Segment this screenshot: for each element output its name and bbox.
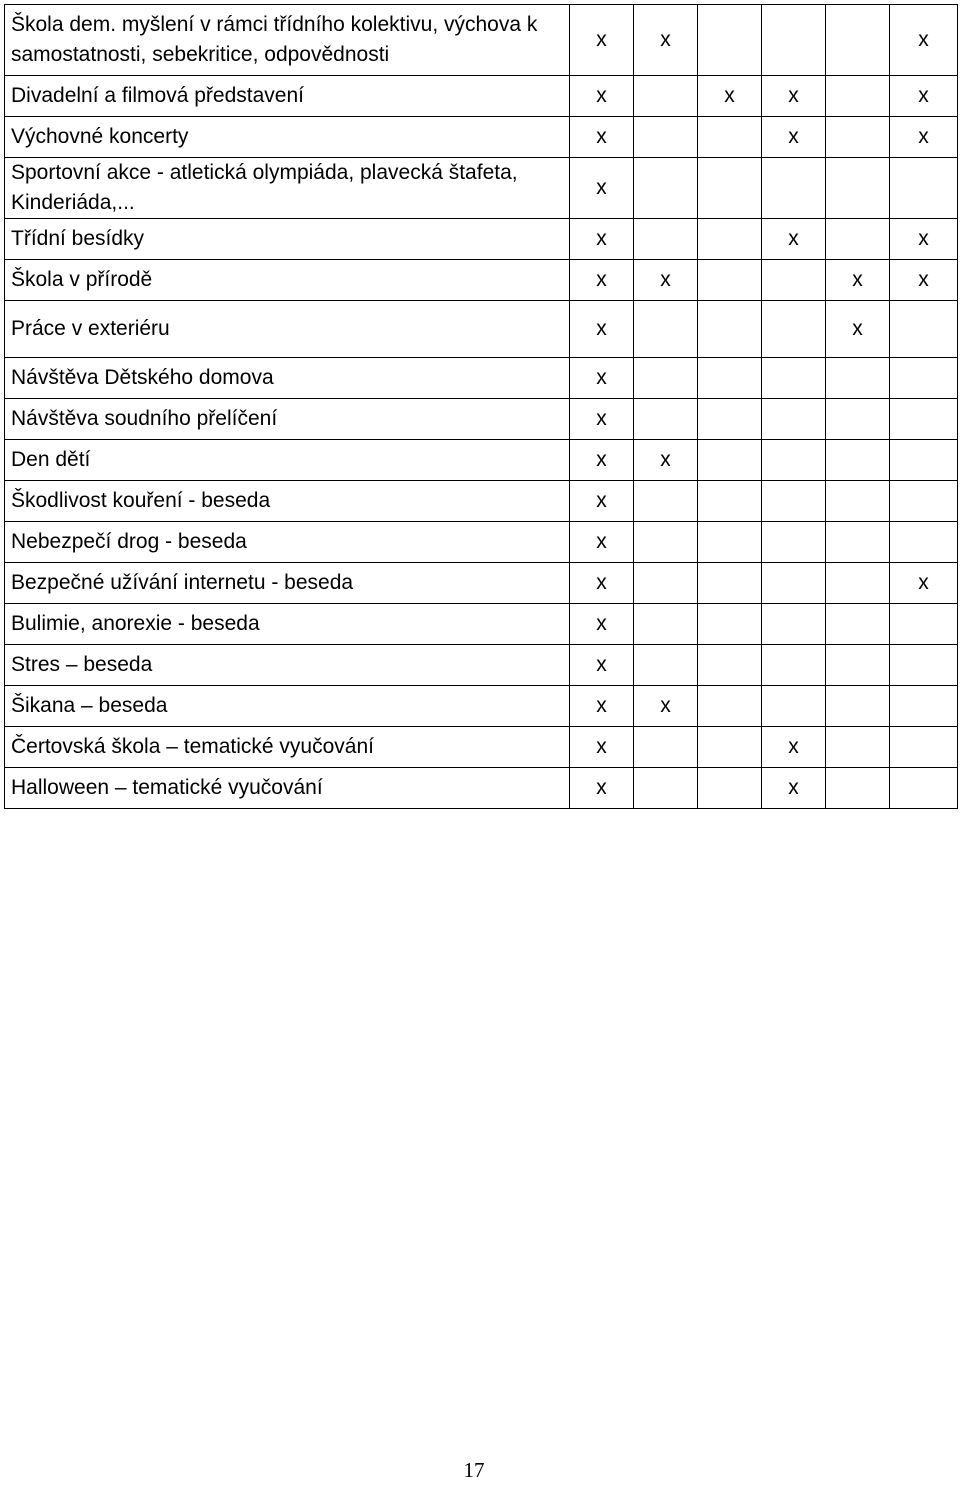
page-number: 17 xyxy=(463,1458,485,1482)
activity-label: Divadelní a filmová představení xyxy=(5,76,570,117)
activity-label: Bezpečné užívání internetu - beseda xyxy=(5,563,570,604)
mark-cell xyxy=(634,358,698,399)
mark-cell xyxy=(762,522,826,563)
table-row xyxy=(5,604,958,645)
table-row xyxy=(5,522,958,563)
mark-cell: x xyxy=(634,260,698,301)
mark-cell: x xyxy=(890,563,958,604)
table-row xyxy=(5,563,958,604)
mark-cell xyxy=(826,158,890,219)
table-row xyxy=(5,117,958,158)
mark-cell: x xyxy=(570,5,634,76)
activity-label: Nebezpečí drog - beseda xyxy=(5,522,570,563)
mark-cell: x xyxy=(762,768,826,809)
table-row xyxy=(5,399,958,440)
mark-cell xyxy=(762,481,826,522)
mark-cell xyxy=(826,219,890,260)
mark-cell xyxy=(698,727,762,768)
mark-cell xyxy=(890,158,958,219)
mark-cell xyxy=(698,686,762,727)
mark-cell xyxy=(698,604,762,645)
table-row xyxy=(5,727,958,768)
mark-cell: x xyxy=(570,219,634,260)
mark-cell xyxy=(762,358,826,399)
activity-label: Bulimie, anorexie - beseda xyxy=(5,604,570,645)
mark-cell: x xyxy=(762,117,826,158)
table-row xyxy=(5,645,958,686)
mark-cell xyxy=(826,686,890,727)
mark-cell: x xyxy=(890,76,958,117)
table-row xyxy=(5,76,958,117)
mark-cell: x xyxy=(570,358,634,399)
mark-cell xyxy=(698,399,762,440)
mark-cell xyxy=(698,522,762,563)
mark-cell xyxy=(890,440,958,481)
activity-label: Čertovská škola – tematické vyučování xyxy=(5,727,570,768)
mark-cell xyxy=(890,686,958,727)
mark-cell: x xyxy=(570,604,634,645)
mark-cell xyxy=(826,645,890,686)
mark-cell xyxy=(634,563,698,604)
mark-cell xyxy=(634,117,698,158)
table-row xyxy=(5,768,958,809)
activity-label: Škola dem. myšlení v rámci třídního kolektivu, výchova k samostatnosti, sebekritice, odpovědnosti xyxy=(5,5,570,76)
table-row xyxy=(5,301,958,358)
activity-label: Práce v exteriéru xyxy=(5,301,570,358)
mark-cell xyxy=(762,260,826,301)
table-body xyxy=(5,5,958,809)
mark-cell xyxy=(762,5,826,76)
mark-cell xyxy=(890,645,958,686)
mark-cell: x xyxy=(826,301,890,358)
table-row xyxy=(5,260,958,301)
mark-cell: x xyxy=(570,260,634,301)
table-row xyxy=(5,440,958,481)
mark-cell: x xyxy=(634,5,698,76)
mark-cell xyxy=(826,768,890,809)
mark-cell xyxy=(890,522,958,563)
mark-cell: x xyxy=(826,260,890,301)
mark-cell xyxy=(634,768,698,809)
activity-label: Škola v přírodě xyxy=(5,260,570,301)
activities-table xyxy=(4,4,958,809)
mark-cell: x xyxy=(698,76,762,117)
mark-cell xyxy=(826,727,890,768)
mark-cell xyxy=(698,768,762,809)
mark-cell: x xyxy=(890,219,958,260)
mark-cell: x xyxy=(570,440,634,481)
mark-cell xyxy=(634,522,698,563)
table-row xyxy=(5,358,958,399)
mark-cell: x xyxy=(570,301,634,358)
mark-cell xyxy=(826,5,890,76)
mark-cell: x xyxy=(570,481,634,522)
mark-cell xyxy=(698,219,762,260)
mark-cell: x xyxy=(890,260,958,301)
mark-cell xyxy=(698,260,762,301)
table-row xyxy=(5,481,958,522)
mark-cell xyxy=(698,5,762,76)
mark-cell xyxy=(698,358,762,399)
table-row xyxy=(5,158,958,219)
mark-cell: x xyxy=(570,117,634,158)
mark-cell: x xyxy=(634,686,698,727)
mark-cell xyxy=(890,399,958,440)
activity-label: Šikana – beseda xyxy=(5,686,570,727)
mark-cell: x xyxy=(570,76,634,117)
mark-cell xyxy=(762,301,826,358)
mark-cell: x xyxy=(570,158,634,219)
mark-cell: x xyxy=(570,563,634,604)
mark-cell xyxy=(698,158,762,219)
mark-cell: x xyxy=(570,686,634,727)
mark-cell xyxy=(634,645,698,686)
mark-cell xyxy=(890,301,958,358)
mark-cell xyxy=(698,481,762,522)
mark-cell xyxy=(826,399,890,440)
activity-label: Třídní besídky xyxy=(5,219,570,260)
mark-cell: x xyxy=(570,727,634,768)
mark-cell: x xyxy=(634,440,698,481)
mark-cell xyxy=(762,399,826,440)
mark-cell xyxy=(762,563,826,604)
mark-cell xyxy=(762,645,826,686)
table-row xyxy=(5,219,958,260)
mark-cell xyxy=(634,727,698,768)
table-row xyxy=(5,5,958,76)
mark-cell: x xyxy=(570,768,634,809)
mark-cell xyxy=(634,301,698,358)
mark-cell xyxy=(826,522,890,563)
activity-label: Sportovní akce - atletická olympiáda, plavecká štafeta, Kinderiáda,... xyxy=(5,158,570,219)
activity-label: Stres – beseda xyxy=(5,645,570,686)
mark-cell xyxy=(698,301,762,358)
mark-cell xyxy=(634,604,698,645)
mark-cell xyxy=(890,481,958,522)
mark-cell xyxy=(762,604,826,645)
activity-label: Výchovné koncerty xyxy=(5,117,570,158)
mark-cell xyxy=(826,604,890,645)
activity-label: Halloween – tematické vyučování xyxy=(5,768,570,809)
mark-cell xyxy=(698,440,762,481)
mark-cell xyxy=(698,645,762,686)
mark-cell xyxy=(890,768,958,809)
activity-label: Den dětí xyxy=(5,440,570,481)
mark-cell: x xyxy=(890,117,958,158)
table-row xyxy=(5,686,958,727)
mark-cell: x xyxy=(570,399,634,440)
mark-cell xyxy=(826,117,890,158)
mark-cell xyxy=(698,563,762,604)
mark-cell xyxy=(890,358,958,399)
mark-cell xyxy=(634,219,698,260)
mark-cell xyxy=(890,727,958,768)
mark-cell: x xyxy=(570,645,634,686)
mark-cell xyxy=(762,158,826,219)
mark-cell xyxy=(826,563,890,604)
mark-cell: x xyxy=(762,727,826,768)
mark-cell xyxy=(762,440,826,481)
mark-cell xyxy=(826,76,890,117)
mark-cell xyxy=(826,358,890,399)
mark-cell xyxy=(634,76,698,117)
activity-label: Návštěva Dětského domova xyxy=(5,358,570,399)
mark-cell xyxy=(634,481,698,522)
mark-cell: x xyxy=(890,5,958,76)
activity-label: Návštěva soudního přelíčení xyxy=(5,399,570,440)
mark-cell xyxy=(890,604,958,645)
activity-label: Škodlivost kouření - beseda xyxy=(5,481,570,522)
mark-cell xyxy=(826,481,890,522)
mark-cell xyxy=(634,399,698,440)
mark-cell xyxy=(698,117,762,158)
mark-cell: x xyxy=(762,219,826,260)
mark-cell xyxy=(634,158,698,219)
mark-cell: x xyxy=(570,522,634,563)
mark-cell xyxy=(762,686,826,727)
mark-cell: x xyxy=(762,76,826,117)
mark-cell xyxy=(826,440,890,481)
